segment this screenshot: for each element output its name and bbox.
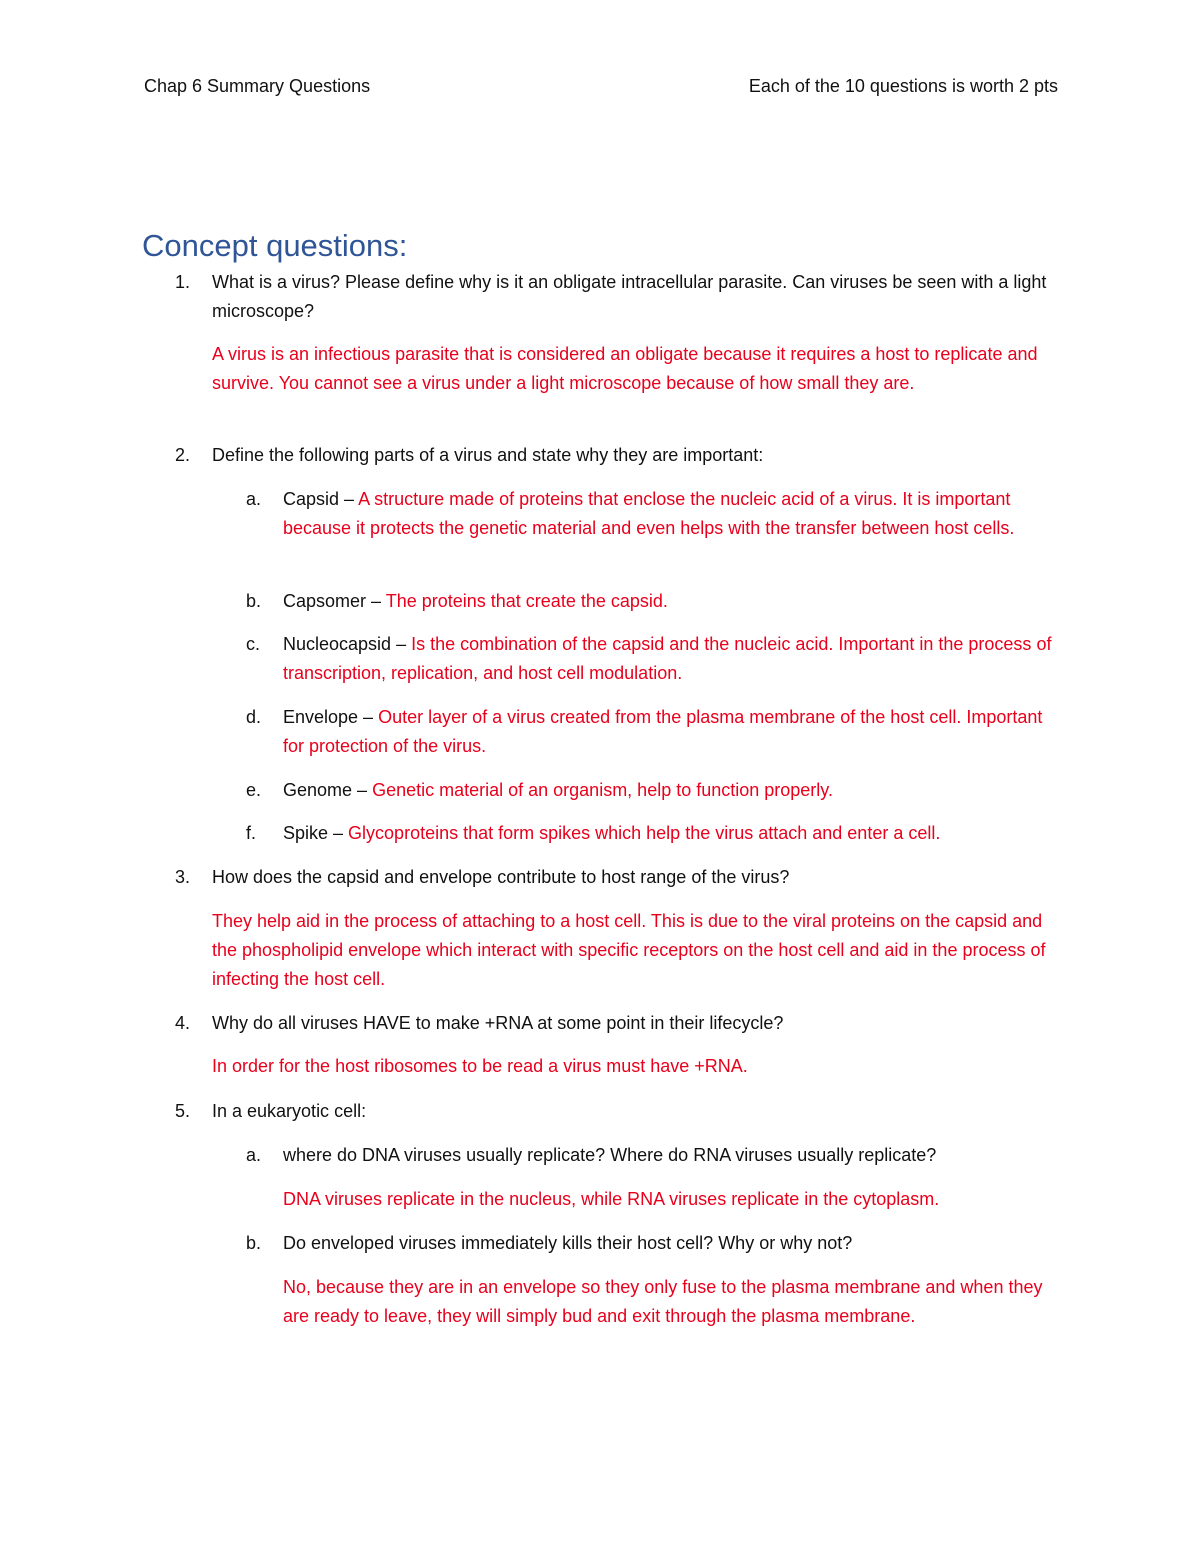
q2-item-a <box>246 485 1056 543</box>
question-text: In a eukaryotic cell: <box>212 1101 367 1121</box>
question-text: What is a virus? Please define why is it an obligate intracellular parasite. Can viruses be seen with a light microscope? <box>212 272 1047 321</box>
item-term: Nucleocapsid – <box>283 634 412 654</box>
item-question: Do enveloped viruses immediately kills their host cell? Why or why not? <box>283 1233 853 1253</box>
q2-item-c <box>246 630 1056 688</box>
q5-item-b <box>246 1229 1056 1258</box>
q5-item-a <box>246 1141 1056 1170</box>
item-term: Capsomer – <box>283 591 386 611</box>
answer-3 <box>175 907 1055 994</box>
item-answer: DNA viruses replicate in the nucleus, while RNA viruses replicate in the cytoplasm. <box>283 1189 940 1209</box>
question-4 <box>175 1009 1055 1038</box>
item-answer: Outer layer of a virus created from the plasma membrane of the host cell. Important for protection of the virus. <box>283 707 1043 756</box>
answer-text: A virus is an infectious parasite that is considered an obligate because it requires a host to replicate and survive. You cannot see a virus under a light microscope because of how small they are. <box>212 344 1038 393</box>
item-letter: e. <box>246 780 262 800</box>
item-letter: b. <box>246 591 262 611</box>
question-3 <box>175 863 1055 892</box>
section-title: Concept questions: <box>142 228 408 263</box>
item-letter: d. <box>246 707 262 727</box>
q5-answer-b <box>246 1273 1056 1331</box>
q2-item-e <box>246 776 1056 805</box>
question-2 <box>175 441 1055 470</box>
answer-4 <box>175 1052 1055 1081</box>
question-number: 4. <box>175 1013 191 1033</box>
header-left-title: Chap 6 Summary Questions <box>144 76 371 96</box>
item-term: Spike – <box>283 823 349 843</box>
item-letter: b. <box>246 1233 262 1253</box>
question-number: 2. <box>175 445 191 465</box>
question-number: 1. <box>175 272 191 292</box>
item-answer: A structure made of proteins that enclose the nucleic acid of a virus. It is important because it protects the genetic material and even helps with the transfer between host cells. <box>283 489 1015 538</box>
item-letter: f. <box>246 823 257 843</box>
item-question: where do DNA viruses usually replicate? Where do RNA viruses usually replicate? <box>283 1145 937 1165</box>
answer-text: In order for the host ribosomes to be read a virus must have +RNA. <box>212 1056 748 1076</box>
question-text: How does the capsid and envelope contribute to host range of the virus? <box>212 867 790 887</box>
question-number: 3. <box>175 867 191 887</box>
answer-1 <box>175 340 1055 398</box>
item-term: Capsid – <box>283 489 359 509</box>
item-letter: a. <box>246 489 262 509</box>
header-right-points: Each of the 10 questions is worth 2 pts <box>748 76 1058 96</box>
item-term: Envelope – <box>283 707 379 727</box>
item-answer: Is the combination of the capsid and the nucleic acid. Important in the process of transcription, replication, and host cell modulation. <box>283 634 1052 683</box>
item-letter: a. <box>246 1145 262 1165</box>
q2-item-f <box>246 819 1056 848</box>
item-answer: Genetic material of an organism, help to function properly. <box>372 780 833 800</box>
item-answer: Glycoproteins that form spikes which help the virus attach and enter a cell. <box>348 823 941 843</box>
item-term: Genome – <box>283 780 373 800</box>
question-number: 5. <box>175 1101 191 1121</box>
q2-item-b <box>246 587 1056 616</box>
question-text: Define the following parts of a virus and state why they are important: <box>212 445 764 465</box>
item-letter: c. <box>246 634 261 654</box>
q5-answer-a <box>246 1185 1056 1214</box>
question-5 <box>175 1097 1055 1126</box>
answer-text: They help aid in the process of attaching to a host cell. This is due to the viral proteins on the capsid and the phospholipid envelope which interact with specific receptors on the host cell and aid in the process of infecting the host cell. <box>212 911 1046 989</box>
q2-item-d <box>246 703 1056 761</box>
item-answer: The proteins that create the capsid. <box>385 591 668 611</box>
question-text: Why do all viruses HAVE to make +RNA at some point in their lifecycle? <box>212 1013 784 1033</box>
item-answer: No, because they are in an envelope so they only fuse to the plasma membrane and when they are ready to leave, they will simply bud and exit through the plasma membrane. <box>283 1277 1043 1326</box>
question-1 <box>175 268 1055 326</box>
